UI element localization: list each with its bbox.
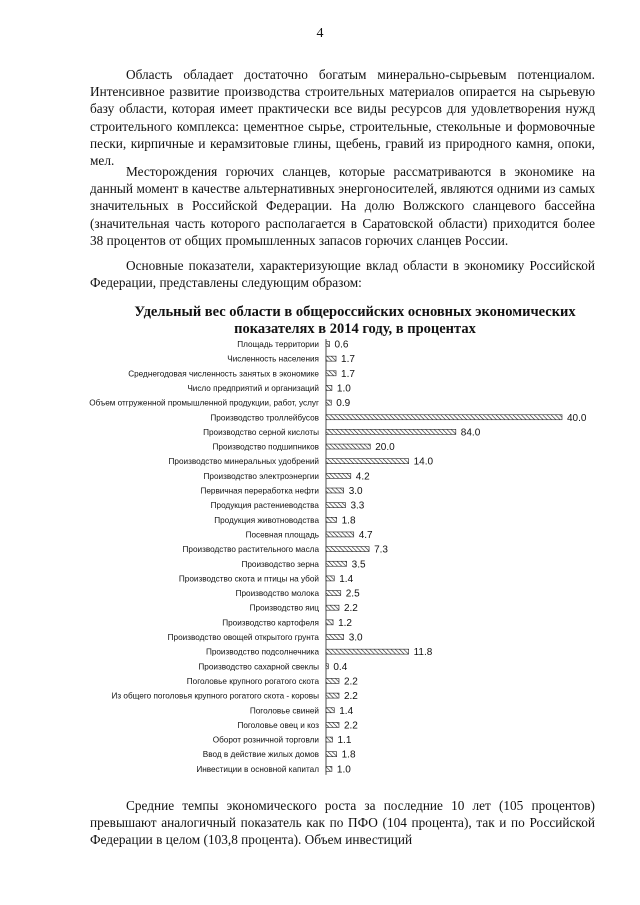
paragraph-growth-rates <box>90 797 595 849</box>
bar <box>326 356 336 361</box>
value-label: 2.2 <box>343 720 358 732</box>
category-label: Производство подсолнечника <box>205 647 319 657</box>
category-label: Поголовье овец и коз <box>237 720 319 730</box>
value-label: 1.7 <box>341 354 355 366</box>
bar <box>326 737 332 742</box>
value-label: 1.0 <box>336 764 351 776</box>
value-label: 11.8 <box>413 647 433 659</box>
bar <box>326 459 409 464</box>
bar <box>326 547 369 552</box>
bar <box>326 371 336 376</box>
category-label: Производство яиц <box>249 603 319 613</box>
value-label: 1.4 <box>339 705 354 717</box>
category-label: Производство растительного масла <box>182 545 319 555</box>
paragraph-text: Основные показатели, характеризующие вклад области в экономику Российской Федерации, представлены следующим образом: <box>90 258 595 291</box>
value-label: 1.2 <box>338 617 352 629</box>
bar <box>326 708 334 713</box>
value-label: 1.8 <box>341 515 356 527</box>
bar <box>326 678 339 683</box>
value-label: 1.8 <box>341 749 356 761</box>
category-label: Производство электроэнергии <box>203 471 319 481</box>
bar <box>326 635 344 640</box>
category-label: Численность населения <box>227 354 319 364</box>
value-label: 2.2 <box>343 603 358 615</box>
paragraph-text: Средние темпы экономического роста за последние 10 лет (105 процентов) превышают аналогичный показатель как по ПФО (104 процента), так и по Российской Федерации в целом (103,8 процента). Объем инвестиций <box>90 798 595 848</box>
bar <box>326 722 339 727</box>
bar <box>326 488 344 493</box>
bar <box>326 400 331 405</box>
value-label: 3.0 <box>348 632 363 644</box>
category-label: Производство зерна <box>241 559 319 569</box>
bar <box>326 473 351 478</box>
paragraph-text: Область обладает достаточно богатым минерально-сырьевым потенциалом. Интенсивное развитие производства строительных материалов опирается на сырьевую базу области, которая имеет практически все виды ресурсов для удовлетворения нужд строительного комплекса: цементное сырье, строительные, стекольные и формовочные пески, кирпичные и керамзитовые глины, щебень, гравий из природного камня, опоки, мел. <box>90 67 595 169</box>
value-label: 3.5 <box>351 559 366 571</box>
bar <box>326 342 330 347</box>
chart-title: Удельный вес области в общероссийских основных экономических показателях в 2014 году, в процентах <box>134 304 576 337</box>
value-label: 1.1 <box>337 735 352 747</box>
value-label: 1.7 <box>341 368 355 380</box>
category-label: Продукция животноводства <box>214 515 319 525</box>
bar <box>326 415 562 420</box>
category-label: Производство троллейбусов <box>210 413 319 423</box>
bar <box>326 693 339 698</box>
bar <box>326 385 332 390</box>
category-label: Производство картофеля <box>222 618 319 628</box>
category-label: Производство серной кислоты <box>203 427 319 437</box>
category-label: Ввод в действие жилых домов <box>202 750 319 760</box>
category-label: Первичная переработка нефти <box>200 486 319 496</box>
value-label: 2.5 <box>345 588 360 600</box>
value-label: 2.2 <box>343 676 358 688</box>
bar <box>326 429 456 434</box>
bar <box>326 766 332 771</box>
value-label: 3.3 <box>350 500 365 512</box>
bar <box>326 620 333 625</box>
category-label: Производство минеральных удобрений <box>168 457 319 467</box>
value-label: 0.6 <box>334 339 349 351</box>
bar <box>326 444 370 449</box>
bar <box>326 649 409 654</box>
category-label: Площадь территории <box>237 340 319 349</box>
bar <box>326 605 339 610</box>
bar <box>326 503 345 508</box>
value-label: 14.0 <box>413 456 434 468</box>
category-label: Производство овощей открытого грунта <box>167 633 319 642</box>
category-label: Оборот розничной торговли <box>212 735 319 745</box>
category-label: Производство подшипников <box>212 442 319 452</box>
bar <box>326 591 341 596</box>
bar <box>326 561 347 566</box>
value-label: 20.0 <box>375 442 395 454</box>
page-number: 4 <box>316 26 324 41</box>
value-label: 3.0 <box>348 486 363 497</box>
category-label: Число предприятий и организаций <box>187 383 319 393</box>
category-label: Посевная площадь <box>245 530 319 540</box>
category-label: Производство скота и птицы на убой <box>178 574 319 584</box>
category-label: Среднегодовая численность занятых в экономике <box>128 369 319 379</box>
value-label: 1.4 <box>339 573 354 585</box>
value-label: 1.0 <box>336 383 351 395</box>
category-label: Поголовье свиней <box>249 706 319 716</box>
value-label: 7.3 <box>374 544 388 556</box>
category-label: Объем отгруженной промышленной продукции, работ, услуг <box>89 398 319 408</box>
category-label: Инвестиции в основной капитал <box>196 764 319 774</box>
paragraph-text: Месторождения горючих сланцев, которые рассматриваются в экономике на данный момент в качестве альтернативных энергоносителей, являются одними из самых значительных в Российской Федерации. На долю Волжского сланцевого бассейна (значительная часть которого располагается в Саратовской области) приходится более 38 процентов от общих промышленных запасов горючих сланцев России. <box>90 164 595 248</box>
value-label: 0.9 <box>336 398 351 410</box>
category-label: Поголовье крупного рогатого скота <box>186 676 319 686</box>
bar <box>326 517 337 522</box>
category-label: Производство сахарной свеклы <box>198 662 319 672</box>
category-label: Производство молока <box>235 589 319 599</box>
value-label: 84.0 <box>460 427 481 439</box>
value-label: 4.2 <box>355 471 370 483</box>
value-label: 2.2 <box>343 691 358 703</box>
bar <box>326 576 334 581</box>
category-label: Из общего поголовья крупного рогатого скота - коровы <box>111 691 319 701</box>
value-label: 4.7 <box>358 529 373 541</box>
bar <box>326 752 337 757</box>
category-label: Продукция растениеводства <box>210 501 319 511</box>
value-label: 0.4 <box>333 661 348 673</box>
bar <box>326 532 354 537</box>
bar <box>326 664 328 669</box>
value-label: 40.0 <box>567 412 587 424</box>
